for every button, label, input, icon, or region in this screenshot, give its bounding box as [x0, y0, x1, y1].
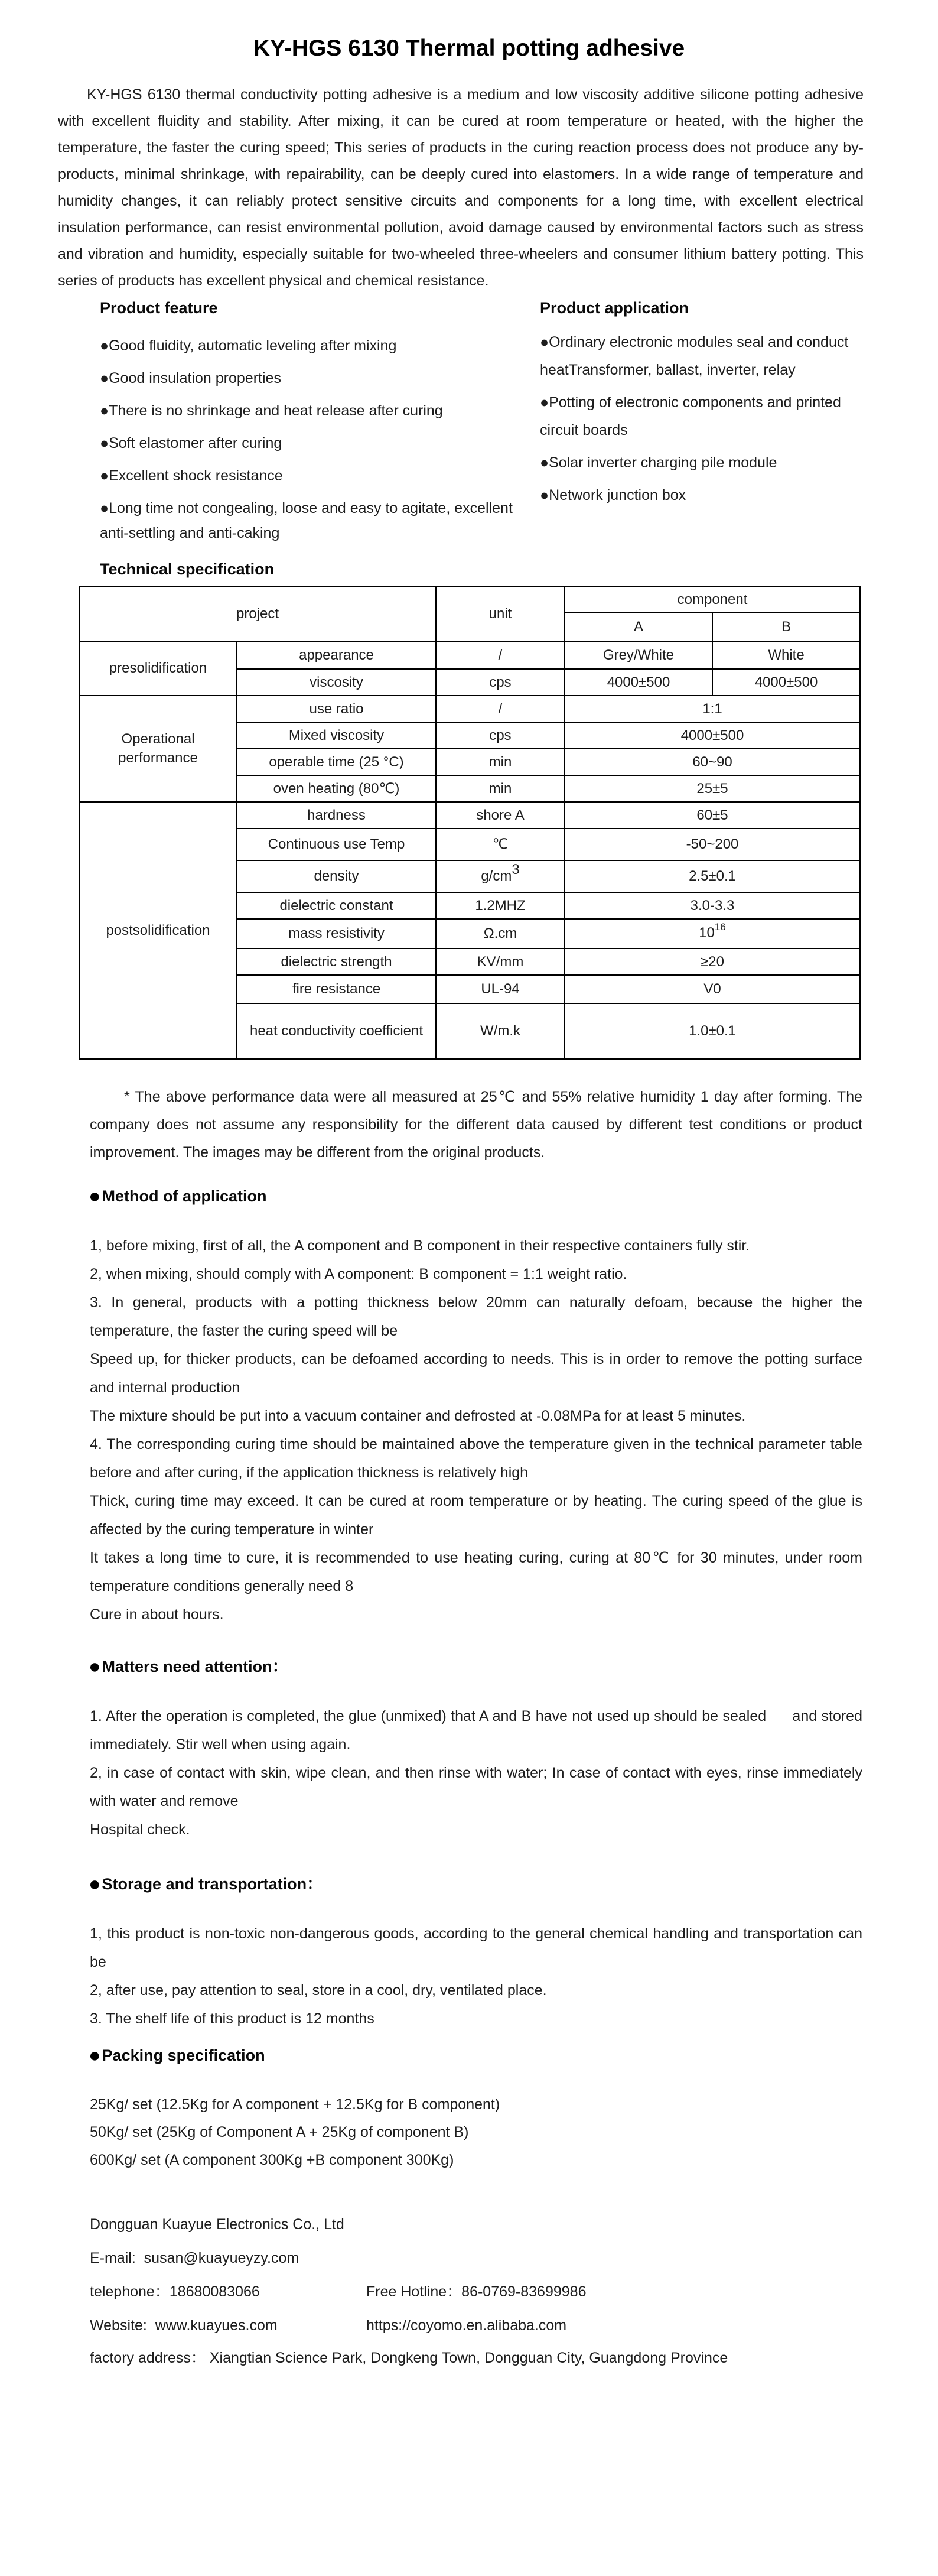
matters-heading-label: Matters need attention：	[102, 1658, 288, 1675]
method-paragraph: 4. The corresponding curing time should be maintained above the temperature given in the technical parameter table before and after curing, if the application thickness is relatively high	[90, 1436, 862, 1481]
website-line	[90, 2312, 862, 2340]
matters-need-attention-heading	[89, 1655, 938, 1678]
packing-item: 50Kg/ set (25Kg of Component A + 25Kg of component B)	[90, 2124, 469, 2140]
feature-item: ●Good insulation properties	[100, 370, 281, 386]
feature-item: ●Good fluidity, automatic leveling after mixing	[100, 337, 397, 354]
cell-hardness-unit: shore A	[436, 802, 565, 829]
storage-heading-label: Storage and transportation：	[102, 1875, 323, 1893]
email-line: E-mail: susan@kuayueyzy.com	[90, 2250, 299, 2266]
cell-oven-heating-name: oven heating (80℃)	[237, 775, 436, 802]
technical-specification-heading: Technical specification	[100, 560, 275, 578]
company-name: Dongguan Kuayue Electronics Co., Ltd	[90, 2216, 344, 2233]
cell-hardness-name: hardness	[237, 802, 436, 829]
cell-mass-resistivity-value: $10^{16}$	[565, 919, 860, 948]
method-paragraph: 2, when mixing, should comply with A component: B component = 1:1 weight ratio.	[90, 1266, 627, 1282]
feature-item: ●There is no shrinkage and heat release after curing	[100, 402, 443, 419]
method-heading-label: Method of application	[102, 1187, 267, 1205]
cell-heat-conductivity-value: 1.0±0.1	[565, 1003, 860, 1059]
cell-fire-resistance-name: fire resistance	[237, 975, 436, 1003]
cell-operable-time-name: operable time (25 °C)	[237, 749, 436, 775]
group-cell-operational-performance: Operational performance	[79, 696, 237, 802]
cell-use-ratio-unit: /	[436, 696, 565, 722]
cell-mass-resistivity-unit: Ω.cm	[436, 919, 565, 948]
contact-block	[90, 2211, 862, 2371]
method-paragraph: Speed up, for thicker products, can be defoamed according to needs. This is in order to remove the potting surface and internal production	[90, 1351, 862, 1396]
application-item: ●Potting of electronic components and printed circuit boards	[540, 394, 841, 438]
website-value: Website: www.kuayues.com	[90, 2317, 278, 2334]
packing-item: 600Kg/ set (A component 300Kg +B component 300Kg)	[90, 2152, 454, 2168]
cell-use-ratio-value: 1:1	[565, 696, 860, 722]
packing-specification-body	[90, 2091, 862, 2174]
cell-viscosity-b: 4000±500	[712, 669, 860, 696]
application-item: ●Ordinary electronic modules seal and conduct heatTransformer, ballast, inverter, relay	[540, 334, 849, 378]
cell-mixed-viscosity-value: 4000±500	[565, 722, 860, 749]
cell-hardness-value: 60±5	[565, 802, 860, 829]
cell-density-unit: g/cm3	[436, 860, 565, 892]
cell-appearance-unit: /	[436, 641, 565, 669]
cell-density-value: 2.5±0.1	[565, 860, 860, 892]
method-paragraph: It takes a long time to cure, it is recommended to use heating curing, curing at 80℃ for 30 minutes, under room temperature conditions generally need 8	[90, 1550, 862, 1594]
storage-and-transportation-body	[90, 1919, 862, 2033]
cell-dielectric-strength-value: ≥20	[565, 948, 860, 975]
document-page	[0, 34, 938, 2576]
cell-fire-resistance-value: V0	[565, 975, 860, 1003]
cell-appearance-a: Grey/White	[565, 641, 712, 669]
density-unit-superscript: 3	[512, 862, 520, 878]
section-bullet-icon: ●	[89, 1873, 101, 1895]
cell-viscosity-unit: cps	[436, 669, 565, 696]
method-paragraph: 1, before mixing, first of all, the A component and B component in their respective containers fully stir.	[90, 1237, 750, 1254]
application-item: ●Solar inverter charging pile module	[540, 454, 777, 471]
cell-dielectric-constant-unit: 1.2MHZ	[436, 892, 565, 919]
method-of-application-heading	[89, 1184, 938, 1208]
feature-item: ●Excellent shock resistance	[100, 467, 283, 484]
cell-continuous-temp-name: Continuous use Temp	[237, 829, 436, 860]
performance-note: * The above performance data were all measured at 25℃ and 55% relative humidity 1 day after forming. The company does not assume any responsibility for the different data caused by different test conditions or product improvement. The images may be different from the original products.	[90, 1089, 862, 1161]
attention-paragraph: 1. After the operation is completed, the glue (unmixed) that A and B have not used up should be sealed and stored immediately. Stir well when using again.	[90, 1708, 862, 1753]
method-of-application-body	[90, 1232, 862, 1629]
product-feature-heading: Product feature	[100, 299, 218, 317]
product-feature-section	[100, 298, 540, 553]
cell-continuous-temp-value: -50~200	[565, 829, 860, 860]
method-paragraph: 3. In general, products with a potting thickness below 20mm can naturally defoam, because the higher the temperature, the faster the curing speed will be	[90, 1294, 862, 1339]
storage-paragraph: 2, after use, pay attention to seal, store in a cool, dry, ventilated place.	[90, 1982, 547, 1999]
storage-paragraph: 1, this product is non-toxic non-dangerous goods, according to the general chemical handling and transportation can be	[90, 1925, 862, 1970]
method-paragraph: The mixture should be put into a vacuum container and defrosted at -0.08MPa for at least 5 minutes.	[90, 1408, 746, 1424]
factory-address: factory address： Xiangtian Science Park, Dongkeng Town, Dongguan City, Guangdong Province	[90, 2350, 728, 2366]
cell-fire-resistance-unit: UL-94	[436, 975, 565, 1003]
alibaba-url: https://coyomo.en.alibaba.com	[366, 2317, 567, 2334]
cell-dielectric-constant-value: 3.0-3.3	[565, 892, 860, 919]
page-title: KY-HGS 6130 Thermal potting adhesive	[253, 35, 685, 61]
header-cell-unit: unit	[436, 587, 565, 641]
attention-paragraph: 2, in case of contact with skin, wipe clean, and then rinse with water; In case of contact with eyes, rinse immediately with water and remove	[90, 1765, 862, 1810]
cell-appearance-b: White	[712, 641, 860, 669]
cell-use-ratio-name: use ratio	[237, 696, 436, 722]
packing-item: 25Kg/ set (12.5Kg for A component + 12.5Kg for B component)	[90, 2096, 500, 2113]
mass-resistivity-superscript: 16	[714, 921, 726, 933]
header-cell-component-b: B	[712, 613, 860, 641]
group-cell-postsolidification: postsolidification	[79, 802, 237, 1059]
header-cell-component-a: A	[565, 613, 712, 641]
group-cell-presolidification: presolidification	[79, 641, 237, 696]
method-paragraph: Thick, curing time may exceed. It can be cured at room temperature or by heating. The curing speed of the glue is affected by the curing temperature in winter	[90, 1493, 862, 1538]
cell-density-name: density	[237, 860, 436, 892]
section-bullet-icon: ●	[89, 2044, 101, 2067]
cell-mixed-viscosity-name: Mixed viscosity	[237, 722, 436, 749]
cell-operable-time-unit: min	[436, 749, 565, 775]
feature-application-columns	[0, 298, 938, 553]
product-application-heading: Product application	[540, 299, 689, 317]
method-paragraph: Cure in about hours.	[90, 1606, 224, 1623]
cell-heat-conductivity-name: heat conductivity coefficient	[237, 1003, 436, 1059]
cell-dielectric-strength-unit: KV/mm	[436, 948, 565, 975]
intro-paragraph: KY-HGS 6130 thermal conductivity potting adhesive is a medium and low viscosity additive silicone potting adhesive with excellent fluidity and stability. After mixing, it can be cured at room temperature or heated, with the higher the temperature, the faster the curing speed; This series of products in the curing reaction process does not produce any by-products, minimal shrinkage, with repairability, can be deeply cured into elastomers. In a wide range of temperature and humidity changes, it can reliably protect sensitive circuits and components for a long time, with excellent electrical insulation performance, can resist environmental pollution, avoid damage caused by environmental factors such as stress and vibration and humidity, especially suitable for two-wheeled three-wheelers and consumer lithium battery potting. This series of products has excellent physical and chemical resistance.	[58, 86, 864, 289]
cell-operable-time-value: 60~90	[565, 749, 860, 775]
feature-item: ●Soft elastomer after curing	[100, 435, 282, 451]
free-hotline-value: Free Hotline：86-0769-83699986	[366, 2283, 587, 2300]
cell-oven-heating-value: 25±5	[565, 775, 860, 802]
attention-paragraph: Hospital check.	[90, 1821, 190, 1838]
application-item: ●Network junction box	[540, 487, 686, 503]
header-cell-project: project	[79, 587, 436, 641]
cell-mass-resistivity-name: mass resistivity	[237, 919, 436, 948]
technical-specification-table	[79, 586, 861, 1060]
product-application-section	[540, 298, 874, 553]
cell-appearance-name: appearance	[237, 641, 436, 669]
matters-need-attention-body	[90, 1702, 862, 1844]
cell-dielectric-constant-name: dielectric constant	[237, 892, 436, 919]
storage-paragraph: 3. The shelf life of this product is 12 months	[90, 2010, 374, 2027]
packing-heading-label: Packing specification	[102, 2046, 265, 2064]
storage-and-transportation-heading	[89, 1872, 938, 1896]
section-bullet-icon: ●	[89, 1185, 101, 1207]
feature-item: ●Long time not congealing, loose and easy to agitate, excellent anti-settling and anti-caking	[100, 500, 513, 541]
telephone-value: telephone：18680083066	[90, 2283, 260, 2300]
cell-dielectric-strength-name: dielectric strength	[237, 948, 436, 975]
cell-mixed-viscosity-unit: cps	[436, 722, 565, 749]
cell-oven-heating-unit: min	[436, 775, 565, 802]
cell-continuous-temp-unit: ℃	[436, 829, 565, 860]
cell-heat-conductivity-unit: W/m.k	[436, 1003, 565, 1059]
packing-specification-heading	[89, 2044, 938, 2067]
header-cell-component: component	[565, 587, 860, 613]
phone-line	[90, 2278, 862, 2306]
section-bullet-icon: ●	[89, 1655, 101, 1678]
cell-viscosity-name: viscosity	[237, 669, 436, 696]
cell-viscosity-a: 4000±500	[565, 669, 712, 696]
